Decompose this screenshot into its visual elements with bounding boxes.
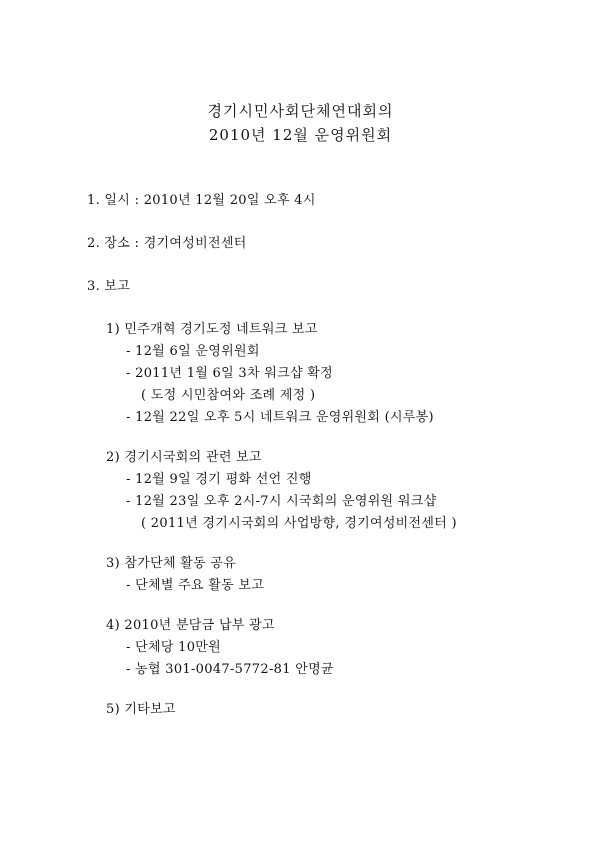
report-3-heading: 3) 참가단체 활동 공유 <box>106 556 237 571</box>
report-2-item-note: ( 2011년 경기시국회의 사업방향, 경기여성비전센터 ) <box>141 516 457 531</box>
report-4-heading: 4) 2010년 분담금 납부 광고 <box>106 618 275 633</box>
report-2-item: - 12월 23일 오후 2시-7시 시국회의 운영위원 워크샵 <box>126 494 437 509</box>
report-1-item: - 12월 6일 운영위원회 <box>126 344 260 359</box>
report-1-item: - 2011년 1월 6일 3차 워크샵 확정 <box>126 366 334 381</box>
report-4-item: - 단체당 10만원 <box>126 640 221 655</box>
section-date-time: 1. 일시 : 2010년 12월 20일 오후 4시 <box>87 193 316 208</box>
report-3-item: - 단체별 주요 활동 보고 <box>126 578 265 593</box>
document-title-meeting: 2010년 12월 운영위원회 <box>208 126 393 144</box>
report-2-item: - 12월 9일 경기 평화 선언 진행 <box>126 472 312 487</box>
section-location: 2. 장소 : 경기여성비전센터 <box>87 236 247 251</box>
report-2-heading: 2) 경기시국회의 관련 보고 <box>106 450 262 465</box>
report-4-item: - 농협 301-0047-5772-81 안명균 <box>126 662 334 677</box>
report-1-item: - 12월 22일 오후 5시 네트워크 운영위원회 (시루봉) <box>126 410 434 425</box>
section-report: 3. 보고 <box>87 279 131 294</box>
report-1-heading: 1) 민주개혁 경기도정 네트워크 보고 <box>106 322 318 337</box>
report-1-item-note: ( 도정 시민참여와 조례 제정 ) <box>141 388 316 403</box>
document-title-organization: 경기시민사회단체연대회의 <box>207 102 394 120</box>
report-5-heading: 5) 기타보고 <box>106 702 176 717</box>
